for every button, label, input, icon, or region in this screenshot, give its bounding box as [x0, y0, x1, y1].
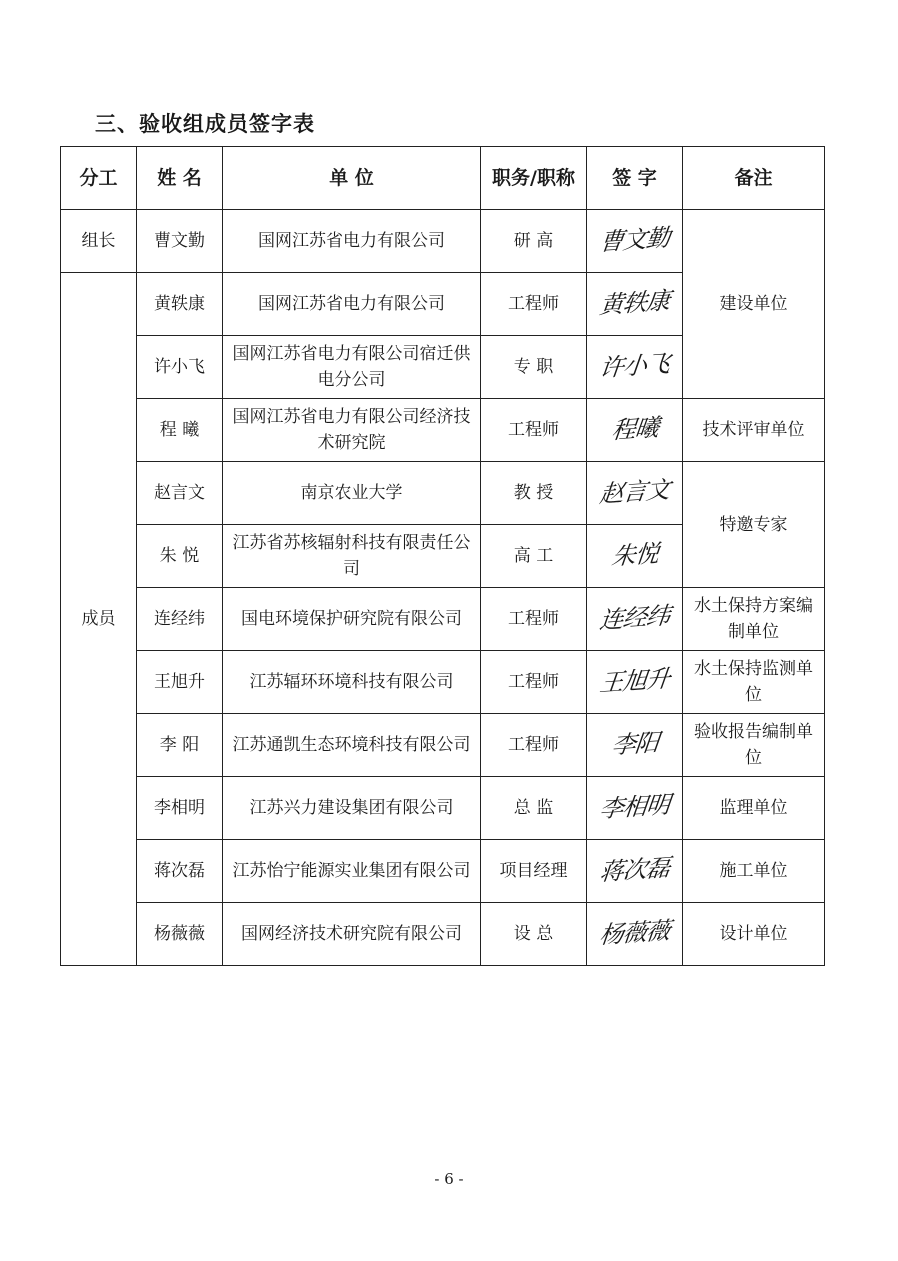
signature-cell	[587, 336, 683, 399]
table-row	[61, 840, 825, 903]
role-cell: 组长	[61, 210, 137, 273]
unit-cell: 国网江苏省电力有限公司宿迁供电分公司	[223, 336, 481, 399]
title-cell: 专 职	[481, 336, 587, 399]
header-title: 职务/职称	[481, 147, 587, 210]
name-cell: 李相明	[137, 777, 223, 840]
signature-cell	[587, 651, 683, 714]
remark-cell: 技术评审单位	[683, 399, 825, 462]
remark-cell: 水土保持方案编制单位	[683, 588, 825, 651]
handwritten-signature: 李相明	[598, 790, 671, 823]
signature-cell	[587, 714, 683, 777]
title-cell: 设 总	[481, 903, 587, 966]
table-row	[61, 714, 825, 777]
table-header-row	[61, 147, 825, 210]
page-number: - 6 -	[434, 1170, 464, 1188]
title-cell: 高 工	[481, 525, 587, 588]
table-row	[61, 399, 825, 462]
name-cell: 朱 悦	[137, 525, 223, 588]
header-name: 姓 名	[137, 147, 223, 210]
table-row	[61, 651, 825, 714]
unit-cell: 国电环境保护研究院有限公司	[223, 588, 481, 651]
name-cell: 曹文勤	[137, 210, 223, 273]
table-row	[61, 210, 825, 273]
name-cell: 王旭升	[137, 651, 223, 714]
table-row	[61, 903, 825, 966]
unit-cell: 南京农业大学	[223, 462, 481, 525]
unit-cell: 国网江苏省电力有限公司	[223, 273, 481, 336]
handwritten-signature: 杨薇薇	[598, 916, 671, 949]
title-cell: 项目经理	[481, 840, 587, 903]
remark-cell: 建设单位	[683, 210, 825, 399]
remark-cell: 特邀专家	[683, 462, 825, 588]
signature-cell	[587, 840, 683, 903]
remark-cell: 监理单位	[683, 777, 825, 840]
title-cell: 工程师	[481, 651, 587, 714]
title-cell: 教 授	[481, 462, 587, 525]
name-cell: 李 阳	[137, 714, 223, 777]
handwritten-signature: 赵言文	[598, 475, 671, 508]
table-row	[61, 462, 825, 525]
header-remark: 备注	[683, 147, 825, 210]
title-cell: 工程师	[481, 588, 587, 651]
unit-cell: 国网江苏省电力有限公司	[223, 210, 481, 273]
title-cell: 工程师	[481, 399, 587, 462]
name-cell: 许小飞	[137, 336, 223, 399]
table-row	[61, 588, 825, 651]
name-cell: 赵言文	[137, 462, 223, 525]
title-cell: 总 监	[481, 777, 587, 840]
handwritten-signature: 许小飞	[598, 349, 671, 382]
unit-cell: 江苏怡宁能源实业集团有限公司	[223, 840, 481, 903]
signature-cell	[587, 588, 683, 651]
unit-cell: 江苏省苏核辐射科技有限责任公司	[223, 525, 481, 588]
header-unit: 单 位	[223, 147, 481, 210]
handwritten-signature: 黄轶康	[598, 286, 671, 319]
title-cell: 工程师	[481, 714, 587, 777]
signature-cell	[587, 462, 683, 525]
name-cell: 连经纬	[137, 588, 223, 651]
name-cell: 杨薇薇	[137, 903, 223, 966]
section-title: 三、验收组成员签字表	[95, 112, 315, 136]
title-cell: 工程师	[481, 273, 587, 336]
unit-cell: 国网经济技术研究院有限公司	[223, 903, 481, 966]
unit-cell: 江苏辐环环境科技有限公司	[223, 651, 481, 714]
remark-cell: 设计单位	[683, 903, 825, 966]
signature-cell	[587, 273, 683, 336]
name-cell: 程 曦	[137, 399, 223, 462]
signature-table	[60, 146, 825, 966]
unit-cell: 江苏兴力建设集团有限公司	[223, 777, 481, 840]
name-cell: 黄轶康	[137, 273, 223, 336]
handwritten-signature: 曹文勤	[598, 223, 671, 256]
handwritten-signature: 程曦	[609, 412, 660, 445]
signature-cell	[587, 777, 683, 840]
handwritten-signature: 王旭升	[598, 664, 671, 697]
unit-cell: 国网江苏省电力有限公司经济技术研究院	[223, 399, 481, 462]
remark-cell: 施工单位	[683, 840, 825, 903]
table-row	[61, 777, 825, 840]
handwritten-signature: 连经纬	[598, 601, 671, 634]
title-cell: 研 高	[481, 210, 587, 273]
name-cell: 蒋次磊	[137, 840, 223, 903]
signature-cell	[587, 903, 683, 966]
signature-cell	[587, 525, 683, 588]
header-role: 分工	[61, 147, 137, 210]
handwritten-signature: 朱悦	[609, 538, 660, 571]
signature-cell	[587, 210, 683, 273]
remark-cell: 水土保持监测单位	[683, 651, 825, 714]
role-cell: 成员	[61, 273, 137, 966]
signature-cell	[587, 399, 683, 462]
unit-cell: 江苏通凯生态环境科技有限公司	[223, 714, 481, 777]
handwritten-signature: 李阳	[609, 727, 660, 760]
remark-cell: 验收报告编制单位	[683, 714, 825, 777]
header-signature: 签 字	[587, 147, 683, 210]
handwritten-signature: 蒋次磊	[598, 853, 671, 886]
